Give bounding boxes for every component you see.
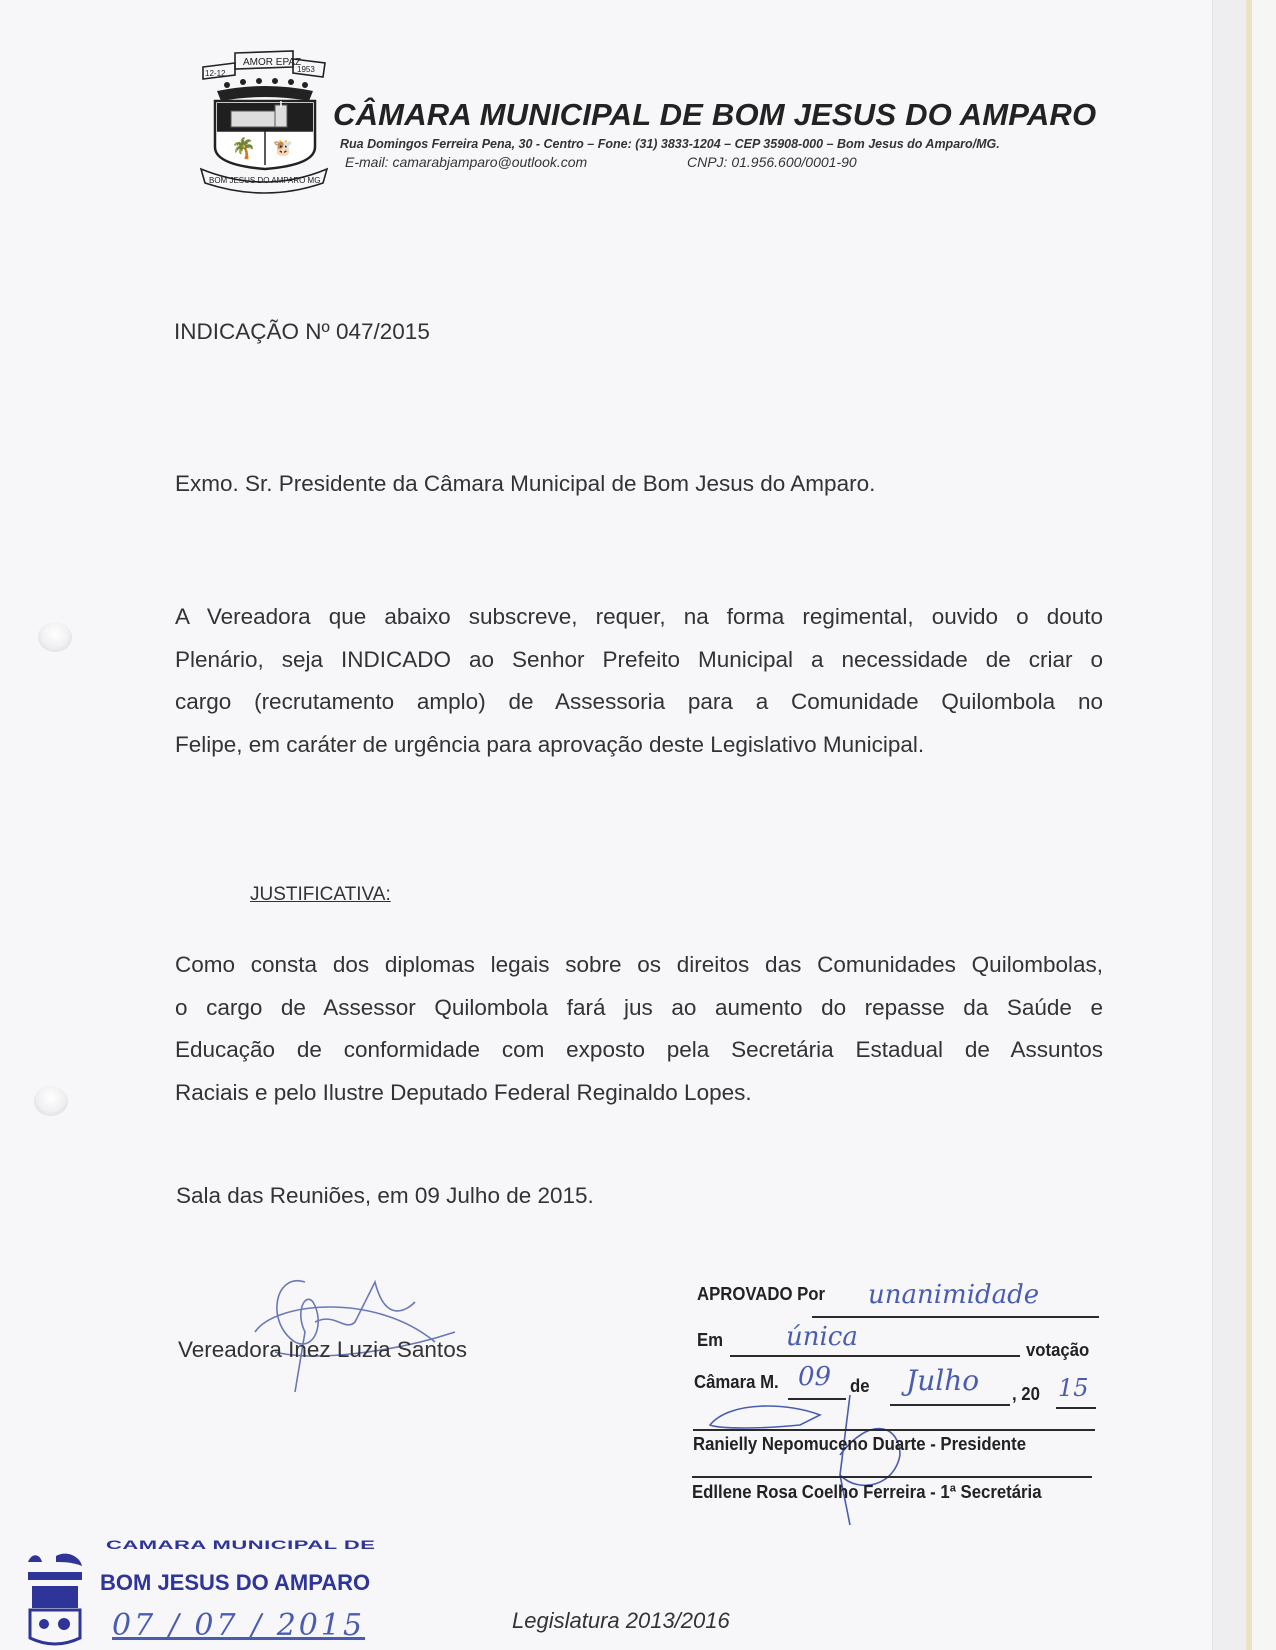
president-name: Ranielly Nepomuceno Duarte - Presidente — [693, 1434, 1027, 1454]
em-label: Em — [697, 1330, 724, 1350]
salutation: Exmo. Sr. Presidente da Câmara Municipal de Bom Jesus do Amparo. — [175, 471, 876, 496]
punch-hole — [38, 622, 72, 652]
justification-line: o cargo de Assessor Quilombola fará jus ao aumento do repasse da Saúde e — [175, 994, 1103, 1020]
month-value: Julho — [906, 1364, 980, 1397]
request-line: A Vereadora que abaixo subscreve, requer, na forma regimental, ouvido o douto — [175, 604, 1103, 629]
day-value: 09 — [798, 1362, 832, 1392]
councillor-signature — [235, 1262, 465, 1402]
stamp-line-1: CAMARA MUNICIPAL DE — [106, 1538, 376, 1552]
chamber-address: Rua Domingos Ferreira Pena, 30 - Centro – Fone: (31) 3833-1204 – CEP 35908-000 – Bom Jesus do Amparo/MG. — [340, 137, 1000, 151]
year-line — [1056, 1407, 1096, 1409]
justification-line: Educação de conformidade com exposto pela Secretária Estadual de Assuntos — [175, 1037, 1103, 1062]
request-line: Plenário, seja INDICADO ao Senhor Prefeito Municipal a necessidade de criar o — [175, 646, 1103, 672]
year-value: 15 — [1058, 1374, 1089, 1402]
page-edge-margin — [1252, 0, 1276, 1650]
stamp-date: 07 / 07 / 2015 — [112, 1608, 366, 1643]
em-line — [730, 1355, 1020, 1357]
crest-right-year-text: 1953 — [297, 65, 315, 74]
crest-top-ribbon-text: AMOR EPAZ — [243, 57, 302, 68]
justification-line: Como consta dos diplomas legais sobre os direitos das Comunidades Quilombolas, — [175, 952, 1103, 977]
request-line: Felipe, em caráter de urgência para aprovação deste Legislativo Municipal. — [175, 731, 925, 757]
justification-title: JUSTIFICATIVA: — [250, 884, 391, 905]
approved-by-value: unanimidade — [868, 1280, 1040, 1310]
councillor-name: Vereadora Inez Luzia Santos — [178, 1337, 467, 1362]
approved-by-line — [812, 1316, 1099, 1318]
chamber-email: E-mail: camarabjamparo@outlook.com — [345, 154, 588, 170]
crest-bottom-ribbon-text: BOM JESUS DO AMPARO MG — [209, 176, 321, 185]
justification-paragraph — [175, 944, 1103, 1114]
chamber-title: CÂMARA MUNICIPAL DE BOM JESUS DO AMPARO — [333, 97, 1097, 132]
legislatura-footer: Legislatura 2013/2016 — [512, 1608, 730, 1633]
document-heading: INDICAÇÃO Nº 047/2015 — [174, 319, 430, 344]
page-edge — [1212, 0, 1247, 1650]
president-line — [693, 1429, 1095, 1431]
votacao-label: votação — [1026, 1340, 1090, 1360]
justification-line: Raciais e pelo Ilustre Deputado Federal Reginaldo Lopes. — [175, 1079, 752, 1105]
approved-by-label: APROVADO Por — [697, 1284, 826, 1304]
municipal-crest-logo — [195, 45, 335, 195]
request-paragraph — [175, 596, 1103, 766]
request-line: cargo (recrutamento amplo) de Assessoria para a Comunidade Quilombola no — [175, 689, 1103, 714]
em-value: única — [786, 1322, 858, 1352]
de-label: de — [850, 1376, 870, 1396]
crest-left-date-text: 12-12 — [205, 69, 226, 78]
stamp-line-2: BOM JESUS DO AMPARO — [100, 1570, 371, 1595]
punch-hole — [34, 1086, 68, 1116]
svg-text:🌴: 🌴 — [231, 138, 256, 160]
secretary-line — [692, 1476, 1092, 1478]
chamber-cnpj: CNPJ: 01.956.600/0001-90 — [687, 154, 857, 170]
place-date: Sala das Reuniões, em 09 Julho de 2015. — [176, 1183, 594, 1208]
camara-label: Câmara M. — [694, 1372, 779, 1392]
year-prefix: , 20 — [1012, 1384, 1040, 1404]
protocol-stamp-crest — [22, 1548, 86, 1650]
svg-text:🐮: 🐮 — [273, 140, 293, 157]
secretary-name: Edllene Rosa Coelho Ferreira - 1ª Secretária — [692, 1482, 1042, 1502]
president-signature — [700, 1395, 960, 1535]
